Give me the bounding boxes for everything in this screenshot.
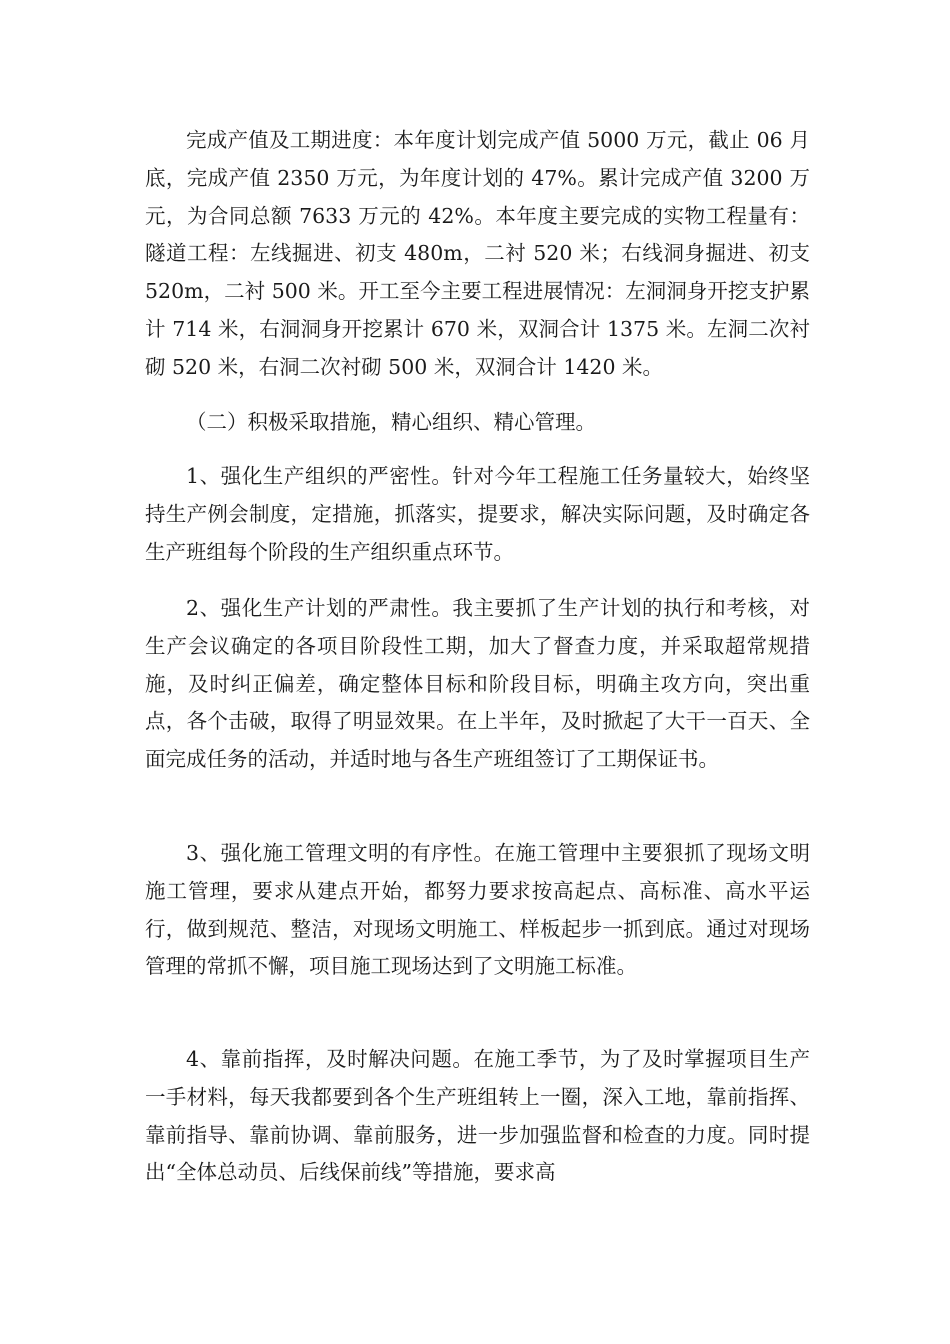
paragraph-item-3: 3、强化施工管理文明的有序性。在施工管理中主要狠抓了现场文明施工管理，要求从建点开始，都努力要求按高起点、高标准、高水平运行，做到规范、整洁，对现场文明施工、样板起步一抓到底。通过对现场管理的常抓不懈，项目施工现场达到了文明施工标准。	[145, 841, 810, 979]
paragraph-item-4: 4、靠前指挥，及时解决问题。在施工季节，为了及时掌握项目生产一手材料，每天我都要到各个生产班组转上一圈，深入工地，靠前指挥、靠前指导、靠前协调、靠前服务，进一步加强监督和检查的力度。同时提出“全体总动员、后线保前线”等措施，要求高	[145, 1047, 810, 1185]
paragraph-progress: 完成产值及工期进度：本年度计划完成产值 5000 万元，截止 06 月底，完成产值 2350 万元，为年度计划的 47%。累计完成产值 3200 万元，为合同总额 7633 万元的 42%。本年度主要完成的实物工程量有：隧道工程：左线掘进、初支 480m，二衬 520 米；右线洞身掘进、初支 520m，二衬 500 米。开工至今主要工程进展情况：左洞洞身开挖支护累计 714 米，右洞洞身开挖累计 670 米，双洞合计 1375 米。左洞二次衬砌 520 米，右洞二次衬砌 500 米，双洞合计 1420 米。	[145, 128, 810, 379]
paragraph-item-1: 1、强化生产组织的严密性。针对今年工程施工任务量较大，始终坚持生产例会制度，定措施，抓落实，提要求，解决实际问题，及时确定各生产班组每个阶段的生产组织重点环节。	[145, 464, 810, 564]
paragraph-item-2: 2、强化生产计划的严肃性。我主要抓了生产计划的执行和考核，对生产会议确定的各项目阶段性工期，加大了督查力度，并采取超常规措施，及时纠正偏差，确定整体目标和阶段目标，明确主攻方向，突出重点，各个击破，取得了明显效果。在上半年，及时掀起了大干一百天、全面完成任务的活动，并适时地与各生产班组签订了工期保证书。	[145, 596, 810, 772]
section-heading-measures: （二）积极采取措施，精心组织、精心管理。	[186, 410, 596, 434]
